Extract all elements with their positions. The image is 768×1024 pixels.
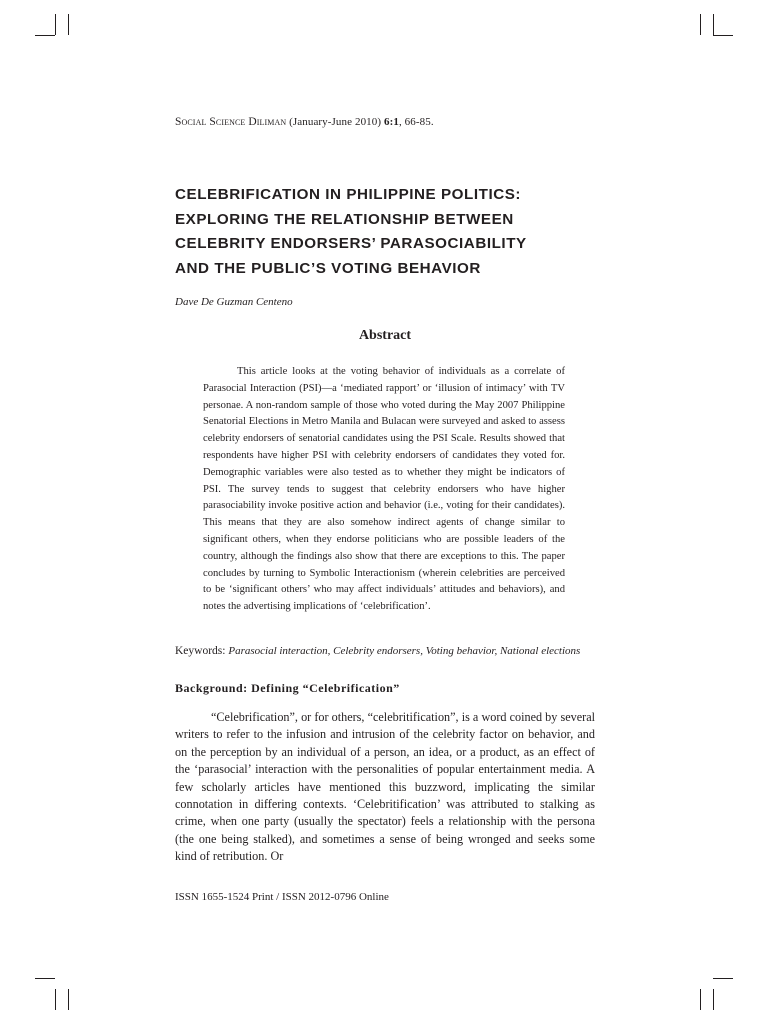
- crop-mark: [713, 35, 733, 36]
- crop-mark: [713, 14, 714, 35]
- article-title: [175, 183, 595, 281]
- crop-mark: [68, 989, 69, 1010]
- issue-dates: (January-June 2010): [286, 116, 384, 128]
- title-line: CELEBRIFICATION IN PHILIPPINE POLITICS:: [175, 186, 522, 203]
- crop-mark: [700, 989, 701, 1010]
- crop-mark: [35, 978, 55, 979]
- journal-citation: [175, 116, 434, 128]
- issn-footer: ISSN 1655-1524 Print / ISSN 2012-0796 Online: [175, 891, 389, 903]
- volume-issue: 6:1: [383, 116, 399, 128]
- section-heading: Background: Defining “Celebrification”: [175, 681, 400, 695]
- crop-mark: [700, 14, 701, 35]
- crop-mark: [68, 14, 69, 35]
- title-line: AND THE PUBLIC’S VOTING BEHAVIOR: [175, 259, 481, 277]
- abstract-heading: Abstract: [358, 328, 412, 343]
- author-name: Dave De Guzman Centeno: [175, 296, 293, 308]
- crop-mark: [55, 14, 56, 35]
- title-line: EXPLORING THE RELATIONSHIP BETWEEN: [175, 210, 514, 228]
- crop-mark: [55, 989, 56, 1010]
- crop-mark: [713, 989, 714, 1010]
- keywords-label: Keywords:: [175, 645, 229, 657]
- keywords-terms: Parasocial interaction, Celebrity endorsers, Voting behavior, National elections: [228, 645, 581, 657]
- keywords: [175, 645, 580, 657]
- crop-mark: [35, 35, 55, 36]
- page-range: , 66-85.: [398, 116, 434, 128]
- title-line: CELEBRITY ENDORSERS’ PARASOCIABILITY: [175, 235, 527, 252]
- journal-name: Social Science Diliman: [175, 116, 287, 128]
- body-paragraph: “Celebrification”, or for others, “celebritification”, is a word coined by several writers to refer to the infusion and intrusion of the celebrity factor on behavior, and on the perception by an individual of a person, an idea, or a product, as an effect of the ‘parasocial’ interaction with the personalities of popular entertainment media. A few scholarly articles have mentioned this buzzword, implicating the similar connotation in differing contexts. ‘Celebritification’ was attributed to stalking as crime, when one party (usually the spectator) feels a relationship with the persona (the one being stalked), and sometimes a sense of being wronged and seeks some kind of retribution. Or: [175, 710, 595, 864]
- abstract-text: This article looks at the voting behavior of individuals as a correlate of Parasocial Interaction (PSI)—a ‘mediated rapport’ or ‘illusion of intimacy’ with TV personae. A non-random sample of those who voted during the May 2007 Philippine Senatorial Elections in Metro Manila and Bulacan were surveyed and asked to assess celebrity endorsers of senatorial candidates using the PSI Scale. Results showed that respondents have higher PSI with celebrity endorsers of candidates they voted for. Demographic variables were also tested as to whether they might be indicators of PSI. The survey tends to suggest that celebrity endorsers who have higher parasociability invoke positive action and behavior (i.e., voting for their candidates). This means that they are also somehow indirect agents of change similar to significant others, when they endorse politicians who are possible leaders of the country, although the findings also show that there are exceptions to this. The paper concludes by turning to Symbolic Interactionism (wherein celebrities are perceived to be ‘significant others’ who may affect individuals’ attitudes and behaviors), and notes the advertising implications of ‘celebrification’.: [203, 366, 565, 613]
- crop-mark: [713, 978, 733, 979]
